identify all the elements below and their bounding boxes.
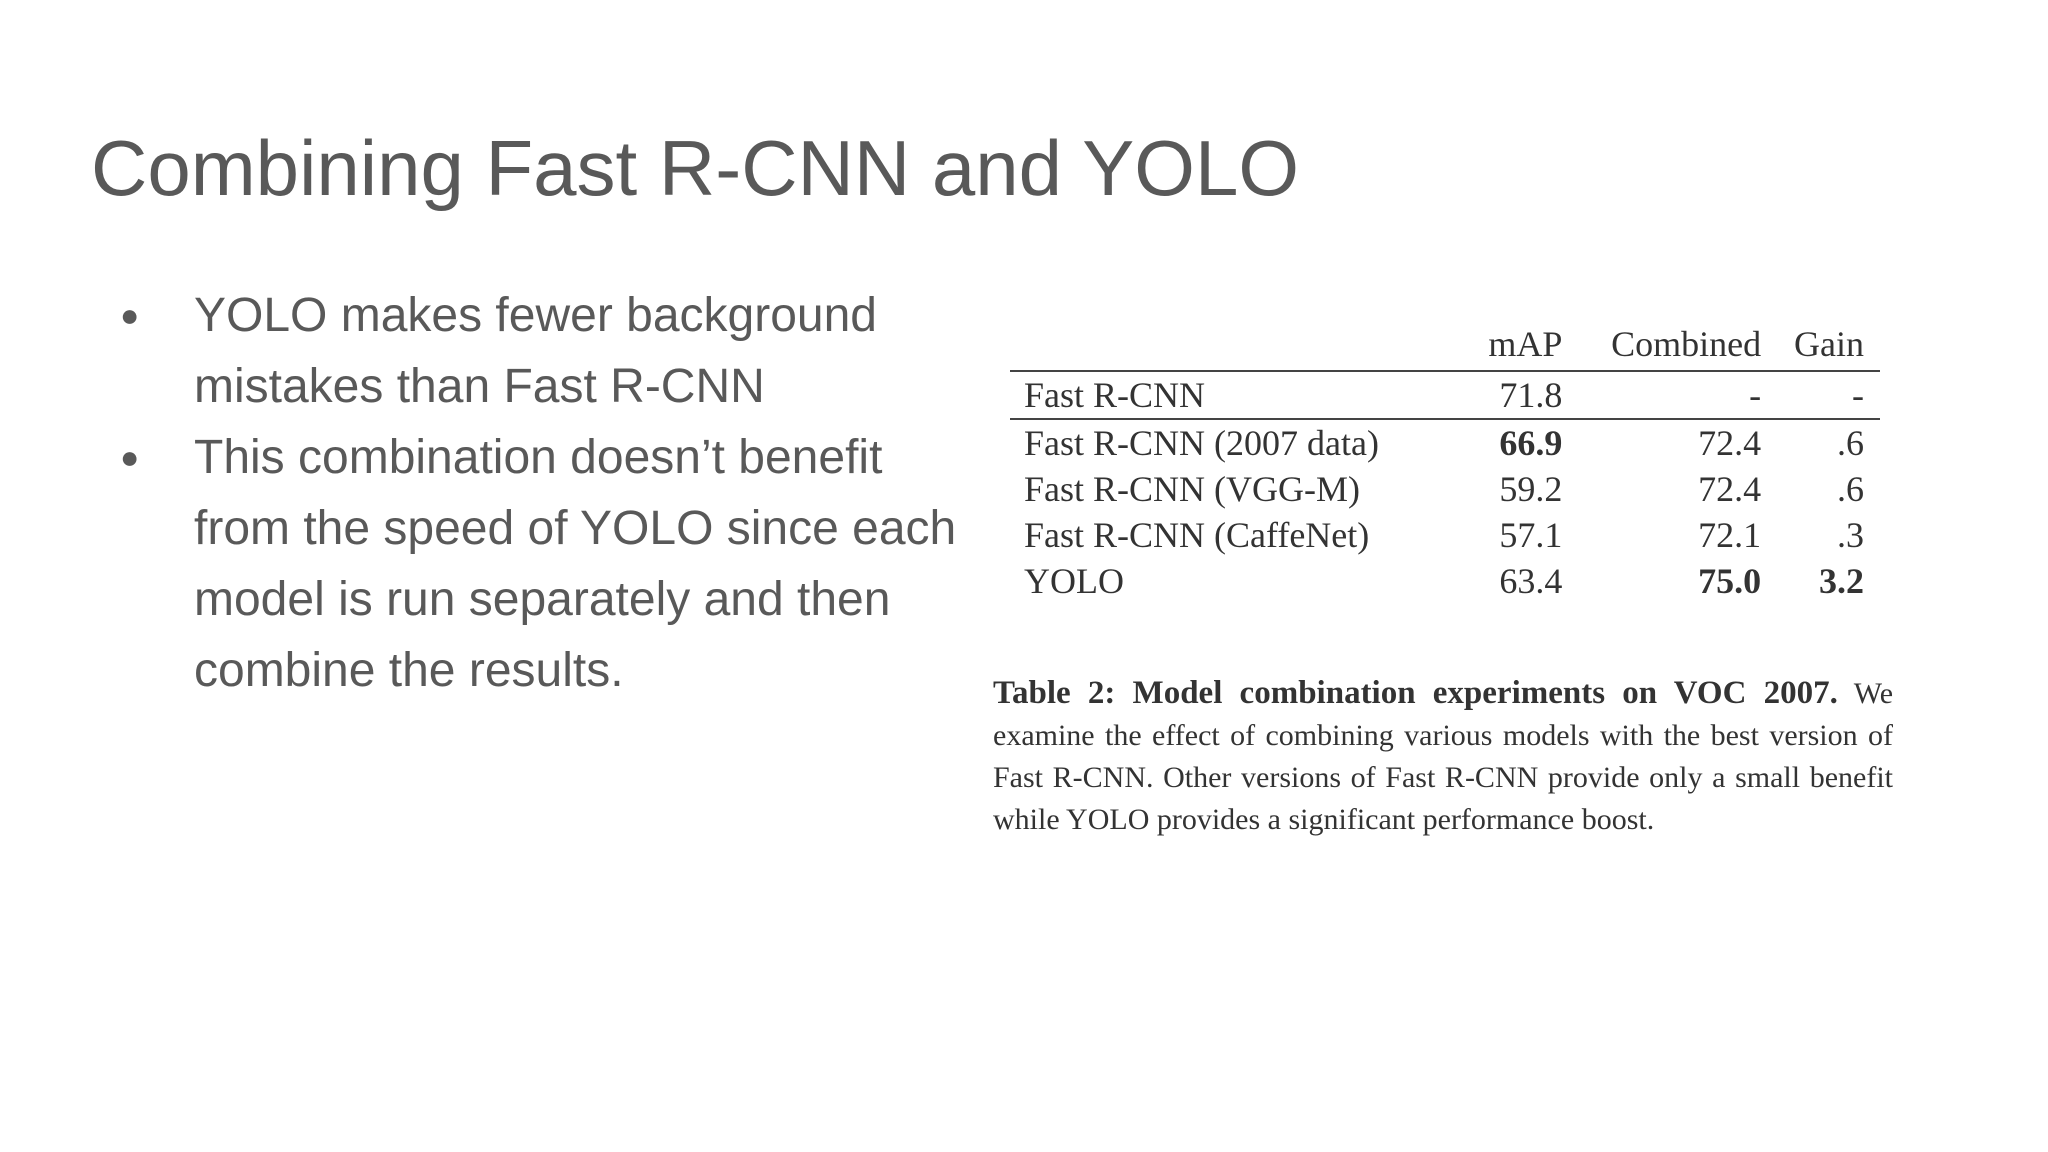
table-row xyxy=(1010,512,1880,558)
header-combined: Combined xyxy=(1578,318,1777,371)
bullet-item xyxy=(120,280,960,422)
cell-gain: .6 xyxy=(1837,423,1864,463)
cell-combined: 75.0 xyxy=(1698,561,1762,601)
cell-combined: - xyxy=(1578,371,1777,419)
bullet-dot-icon: ● xyxy=(120,439,140,475)
cell-map: 57.1 xyxy=(1499,515,1563,555)
cell-gain: .3 xyxy=(1837,515,1864,555)
table-row xyxy=(1010,419,1880,466)
table-row xyxy=(1010,466,1880,512)
cell-method: Fast R-CNN xyxy=(1010,371,1471,419)
bullet-list xyxy=(120,280,960,706)
bullet-item xyxy=(120,422,960,706)
cell-combined: 72.4 xyxy=(1698,423,1762,463)
header-gain: Gain xyxy=(1777,318,1880,371)
bullet-text: YOLO makes fewer background mistakes than Fast R-CNN xyxy=(194,289,877,413)
results-table xyxy=(1010,318,1880,604)
paper-table-figure xyxy=(990,305,1910,885)
caption-label: Table 2: Model combination experiments on VOC 2007. xyxy=(993,675,1838,711)
cell-map: 71.8 xyxy=(1471,371,1579,419)
slide-title: Combining Fast R-CNN and YOLO xyxy=(91,124,1300,212)
cell-method: Fast R-CNN (VGG-M) xyxy=(1024,469,1360,509)
caption-text: We examine the effect of combining various models with the best version of Fast R-CNN. Other versions of Fast R-CNN provide only a small benefit while YOLO provides a significant performance boost. xyxy=(993,677,1894,836)
cell-map: 63.4 xyxy=(1499,561,1563,601)
cell-method: Fast R-CNN (2007 data) xyxy=(1024,423,1379,463)
table-row xyxy=(1010,371,1880,419)
cell-gain: .6 xyxy=(1837,469,1864,509)
bullet-dot-icon: ● xyxy=(120,297,140,333)
cell-gain: 3.2 xyxy=(1819,561,1864,601)
bullet-text: This combination doesn’t benefit from the speed of YOLO since each model is run separately and then combine the results. xyxy=(194,431,957,697)
table-header-row xyxy=(1010,318,1880,371)
table-row xyxy=(1010,558,1880,604)
cell-map: 66.9 xyxy=(1499,423,1563,463)
cell-map: 59.2 xyxy=(1499,469,1563,509)
table-caption xyxy=(993,672,1893,841)
cell-combined: 72.1 xyxy=(1698,515,1762,555)
cell-method: YOLO xyxy=(1024,561,1124,601)
cell-method: Fast R-CNN (CaffeNet) xyxy=(1024,515,1370,555)
header-map: mAP xyxy=(1471,318,1579,371)
header-method xyxy=(1010,318,1471,371)
cell-gain: - xyxy=(1777,371,1880,419)
cell-combined: 72.4 xyxy=(1698,469,1762,509)
